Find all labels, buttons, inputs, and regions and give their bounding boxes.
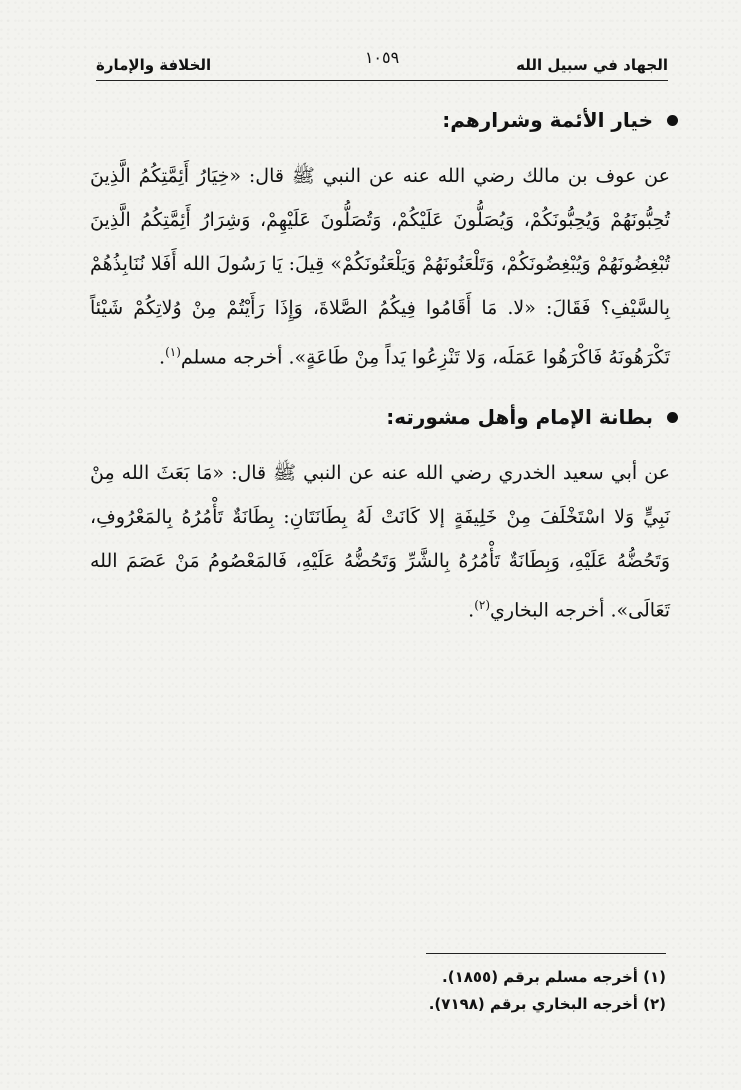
footnote-item: (٢) أخرجه البخاري برقم (٧١٩٨). — [428, 995, 666, 1013]
footnotes — [106, 964, 666, 1018]
section-heading-text: بطانة الإمام وأهل مشورته: — [386, 405, 653, 430]
hadith-paragraph — [90, 451, 670, 632]
header-book-title: الجهاد في سبيل الله — [516, 56, 668, 74]
footnote-reference: (٢) — [474, 598, 491, 613]
footnote-reference: (١) — [165, 345, 181, 359]
header-chapter-title: الخلافة والإمارة — [96, 56, 212, 74]
running-header — [96, 48, 668, 81]
page-body — [90, 108, 670, 659]
section-heading — [90, 405, 670, 429]
page-number: ١٠٥٩ — [364, 48, 400, 67]
paragraph-end: . — [159, 346, 166, 369]
hadith-paragraph — [90, 154, 670, 379]
section-heading-text: خيار الأئمة وشرارهم: — [442, 108, 653, 132]
paragraph-end: . — [468, 599, 475, 622]
footnote-divider — [426, 953, 666, 954]
bullet-icon — [667, 115, 678, 126]
hadith-text: عن عوف بن مالك رضي الله عنه عن النبي ﷺ قال: «خِيَارُ أَئِمَّتِكُمُ الَّذِينَ تُحِبُّونَهُمْ وَيُحِبُّونَكُمْ، وَيُصَلُّونَ عَلَيْكُمْ، وَتُصَلُّونَ عَلَيْهِمْ، وَشِرَارُ أَئِمَّتِكُمُ الَّذِينَ تُبْغِضُونَهُمْ وَيُبْغِضُونَكُمْ، وَتَلْعَنُونَهُمْ وَيَلْعَنُونَكُمْ» قِيلَ: يَا رَسُولَ الله أَفَلا نُنَابِذُهُمْ بِالسَّيْفِ؟ فَقَالَ: «لا. مَا أَقَامُوا فِيكُمُ الصَّلاةَ، وَإِذَا رَأَيْتُمْ مِنْ وُلاتِكُمْ شَيْئاً تَكْرَهُونَهُ فَاكْرَهُوا عَمَلَه، وَلا تَنْزِعُوا يَداً مِنْ طَاعَةٍ». أخرجه مسلم — [90, 165, 670, 369]
section-heading — [90, 108, 670, 132]
hadith-text: عن أبي سعيد الخدري رضي الله عنه عن النبي ﷺ قال: «مَا بَعَثَ الله مِنْ نَبِيٍّ وَلا اسْتَخْلَفَ مِنْ خَلِيفَةٍ إلا كَانَتْ لَهُ بِطَانَتَانِ: بِطَانَةٌ تَأْمُرُهُ بِالمَعْرُوفِ، وَتَحُضُّهُ عَلَيْهِ، وَبِطَانَةٌ تَأْمُرُهُ بِالشَّرِّ وَتَحُضُّهُ عَلَيْهِ، فَالمَعْصُومُ مَنْ عَصَمَ الله تَعَالَى». أخرجه البخاري — [90, 462, 670, 622]
footnote-item: (١) أخرجه مسلم برقم (١٨٥٥). — [442, 968, 666, 986]
bullet-icon — [667, 412, 678, 423]
